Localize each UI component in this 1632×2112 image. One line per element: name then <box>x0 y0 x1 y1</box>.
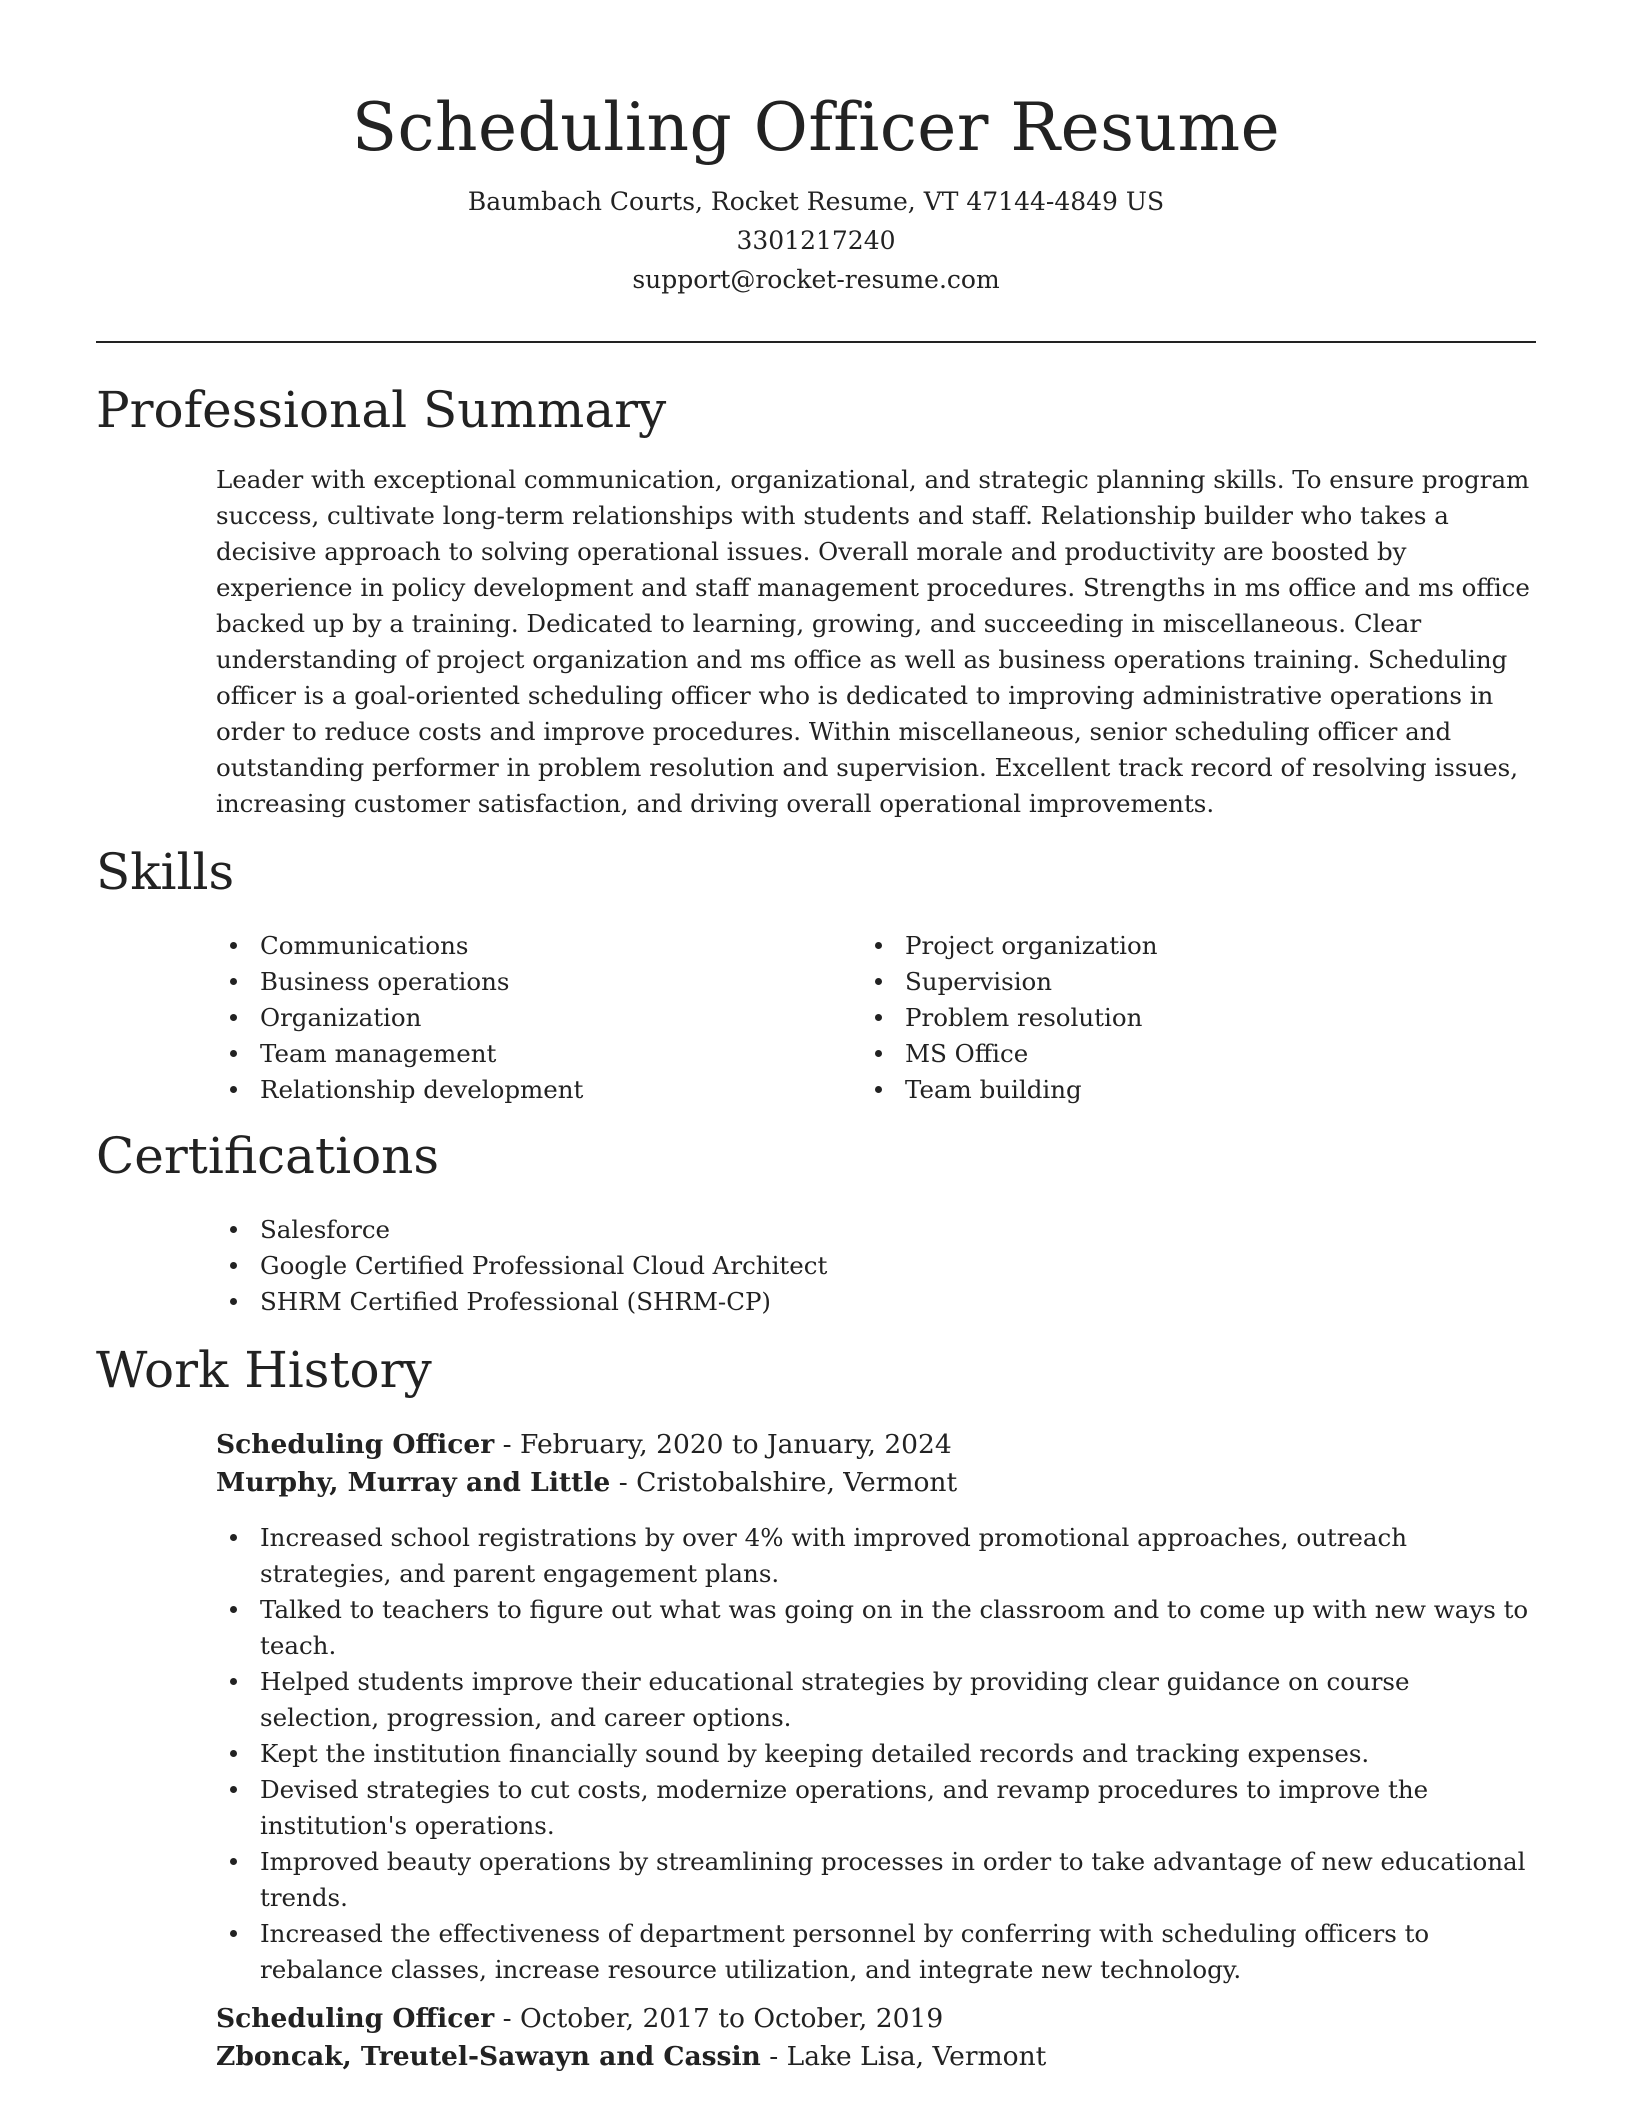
certifications-list <box>216 1212 1516 1320</box>
skill-item: Organization <box>216 1000 856 1036</box>
job-role: Scheduling Officer <box>216 2003 495 2034</box>
job-company-line <box>216 2038 1536 2076</box>
contact-address: Baumbach Courts, Rocket Resume, VT 47144-4849 US <box>467 187 1165 216</box>
job-location: - Cristobalshire, Vermont <box>610 1467 958 1498</box>
contact-phone: 3301217240 <box>736 226 896 255</box>
resume-header <box>0 0 1632 299</box>
skill-item: MS Office <box>861 1036 1501 1072</box>
job-heading <box>216 2000 1536 2076</box>
job-dates: - October, 2017 to October, 2019 <box>494 2003 944 2034</box>
certification-item: Google Certified Professional Cloud Architect <box>216 1248 1516 1284</box>
certification-item: SHRM Certified Professional (SHRM-CP) <box>216 1284 1516 1320</box>
skills-list-right <box>861 928 1501 1108</box>
job-company: Murphy, Murray and Little <box>216 1467 611 1498</box>
job-company: Zboncak, Treutel-Sawayn and Cassin <box>216 2041 761 2072</box>
job-bullet: Kept the institution financially sound by keeping detailed records and tracking expenses. <box>216 1736 1536 1772</box>
job-role: Scheduling Officer <box>216 1429 495 1460</box>
job-company-line <box>216 1464 1536 1502</box>
skill-item: Team management <box>216 1036 856 1072</box>
resume-title: Scheduling Officer Resume <box>351 89 1281 166</box>
contact-info <box>0 182 1632 299</box>
skill-item: Communications <box>216 928 856 964</box>
job-title-line <box>216 1426 1536 1464</box>
section-title-certifications: Certifications <box>96 1127 440 1185</box>
job-location: - Lake Lisa, Vermont <box>760 2041 1047 2072</box>
job-bullet-list <box>216 1520 1536 1988</box>
skill-item: Business operations <box>216 964 856 1000</box>
skills-list-left <box>216 928 856 1108</box>
skill-item: Supervision <box>861 964 1501 1000</box>
certification-item: Salesforce <box>216 1212 1516 1248</box>
section-title-summary: Professional Summary <box>96 381 667 439</box>
skill-item: Relationship development <box>216 1072 856 1108</box>
contact-email: support@rocket-resume.com <box>632 265 1000 294</box>
job-bullet: Increased the effectiveness of department personnel by conferring with scheduling officers to rebalance classes, increase resource utilization, and integrate new technology. <box>216 1916 1536 1988</box>
job-bullet: Helped students improve their educational strategies by providing clear guidance on course selection, progression, and career options. <box>216 1664 1536 1736</box>
job-title-line <box>216 2000 1536 2038</box>
job-bullet: Talked to teachers to figure out what was going on in the classroom and to come up with new ways to teach. <box>216 1592 1536 1664</box>
job-bullet: Devised strategies to cut costs, modernize operations, and revamp procedures to improve the institution's operations. <box>216 1772 1536 1844</box>
skill-item: Team building <box>861 1072 1501 1108</box>
section-title-skills: Skills <box>96 843 235 901</box>
skill-item: Project organization <box>861 928 1501 964</box>
section-title-work-history: Work History <box>96 1341 432 1399</box>
job-heading <box>216 1426 1536 1502</box>
skill-item: Problem resolution <box>861 1000 1501 1036</box>
summary-text: Leader with exceptional communication, organizational, and strategic planning skills. To ensure program success, cultivate long-term relationships with students and staff. Relationship builder who takes a decisive approach to solving operational issues. Overall morale and productivity are boosted by experience in policy development and staff management procedures. Strengths in ms office and ms office backed up by a training. Dedicated to learning, growing, and succeeding in miscellaneous. Clear understanding of project organization and ms office as well as business operations training. Scheduling officer is a goal-oriented scheduling officer who is dedicated to improving administrative operations in order to reduce costs and improve procedures. Within miscellaneous, senior scheduling officer and outstanding performer in problem resolution and supervision. Excellent track record of resolving issues, increasing customer satisfaction, and driving overall operational improvements. <box>216 465 1530 818</box>
header-divider <box>96 341 1536 343</box>
job-bullet: Improved beauty operations by streamlining processes in order to take advantage of new educational trends. <box>216 1844 1536 1916</box>
job-dates: - February, 2020 to January, 2024 <box>494 1429 952 1460</box>
job-bullet: Increased school registrations by over 4% with improved promotional approaches, outreach strategies, and parent engagement plans. <box>216 1520 1536 1592</box>
